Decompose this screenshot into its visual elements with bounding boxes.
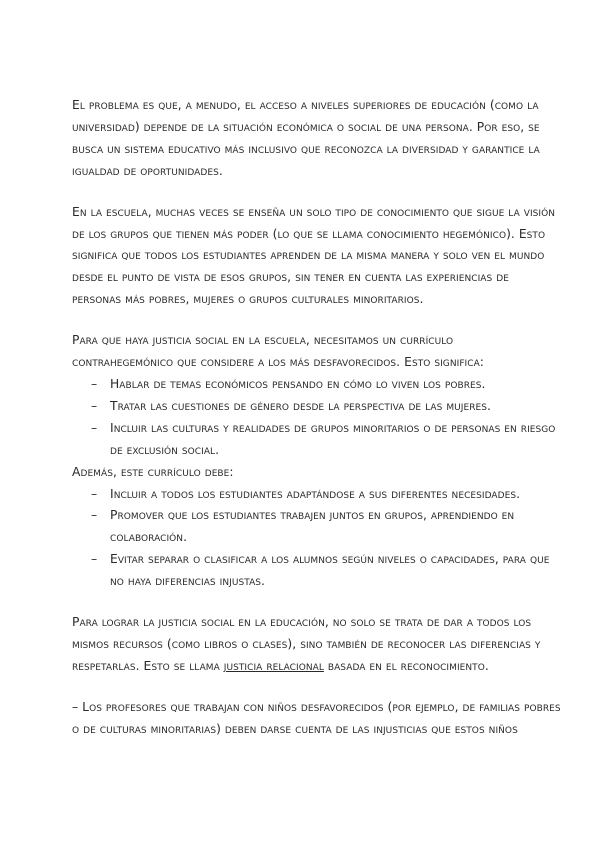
dash-bullet: –	[91, 420, 98, 435]
list-item	[72, 418, 556, 462]
text-line: El problema es que, a menudo, el acceso a niveles superiores de educación (como la	[72, 98, 539, 112]
text-line: Además, este currículo debe:	[72, 464, 234, 479]
paragraph-hegemonic-knowledge	[72, 202, 556, 312]
paragraph-teachers	[72, 697, 561, 741]
text-line	[72, 656, 530, 678]
text-line: significa que todos los estudiantes aprenden de la misma manera y solo ven el mundo	[72, 248, 545, 263]
list-item	[72, 484, 530, 506]
curriculum-requirements-list	[72, 484, 550, 594]
dash-bullet: –	[91, 508, 98, 523]
list-item-text: Incluir las culturas y realidades de grupos minoritarios o de personas en riesgo	[110, 420, 556, 435]
dash-bullet: –	[91, 376, 98, 391]
list-item-text: Incluir a todos los estudiantes adaptándose a sus diferentes necesidades.	[110, 486, 521, 501]
underlined-term: justicia relacional	[223, 658, 324, 673]
list-item	[72, 549, 550, 593]
text-segment: basada en el reconocimiento.	[323, 658, 489, 673]
list-item	[72, 505, 530, 549]
text-line: o de culturas minoritarias) deben darse cuenta de las injusticias que estos niños	[72, 721, 518, 736]
text-line: Para que haya justicia social en la escuela, necesitamos un currículo	[72, 333, 454, 348]
text-line: de los grupos que tienen más poder (lo que se llama conocimiento hegemónico). Esto	[72, 226, 546, 241]
paragraph-counterhegemonic-curriculum	[72, 330, 556, 461]
text-line: universidad) depende de la situación económica o social de una persona. Por eso, se	[72, 119, 540, 134]
dash-bullet: –	[91, 398, 98, 413]
text-segment: respetarlas. Esto se llama	[72, 658, 224, 673]
list-item-text: Evitar separar o clasificar a los alumnos según niveles o capacidades, para que	[110, 552, 550, 567]
list-item-text: de exclusión social.	[110, 442, 220, 457]
text-line: personas más pobres, mujeres o grupos culturales minoritarios.	[72, 292, 424, 307]
paragraph-education-access	[72, 95, 540, 183]
list-item-text: Promover que los estudiantes trabajen juntos en grupos, aprendiendo en	[110, 508, 515, 523]
list-item-text: no haya diferencias injustas.	[110, 574, 266, 589]
list-item-text: Tratar las cuestiones de género desde la perspectiva de las mujeres.	[110, 398, 491, 413]
paragraph-relational-justice	[72, 612, 541, 678]
text-line: igualdad de oportunidades.	[72, 163, 223, 178]
list-item	[72, 396, 530, 418]
list-item-text: Hablar de temas económicos pensando en cómo lo viven los pobres.	[110, 376, 486, 391]
list-item	[72, 374, 530, 396]
text-line: – Los profesores que trabajan con niños desfavorecidos (por ejemplo, de familias pobres	[72, 699, 561, 714]
dash-bullet: –	[91, 486, 98, 501]
curriculum-meaning-list	[72, 374, 556, 462]
text-line: mismos recursos (como libros o clases), sino también de reconocer las diferencias y	[72, 636, 541, 651]
text-line: En la escuela, muchas veces se enseña un solo tipo de conocimiento que sigue la visión	[72, 204, 556, 219]
text-line: Para lograr la justicia social en la educación, no solo se trata de dar a todos los	[72, 615, 532, 630]
text-line: contrahegemónico que considere a los más desfavorecidos. Esto significa:	[72, 355, 484, 370]
paragraph-curriculum-requirements	[72, 462, 550, 593]
text-line: desde el punto de vista de esos grupos, sin tener en cuenta las experiencias de	[72, 270, 509, 285]
text-line: busca un sistema educativo más inclusivo que reconozca la diversidad y garantice la	[72, 141, 540, 156]
list-item-text: colaboración.	[110, 530, 188, 545]
dash-bullet: –	[91, 552, 98, 567]
